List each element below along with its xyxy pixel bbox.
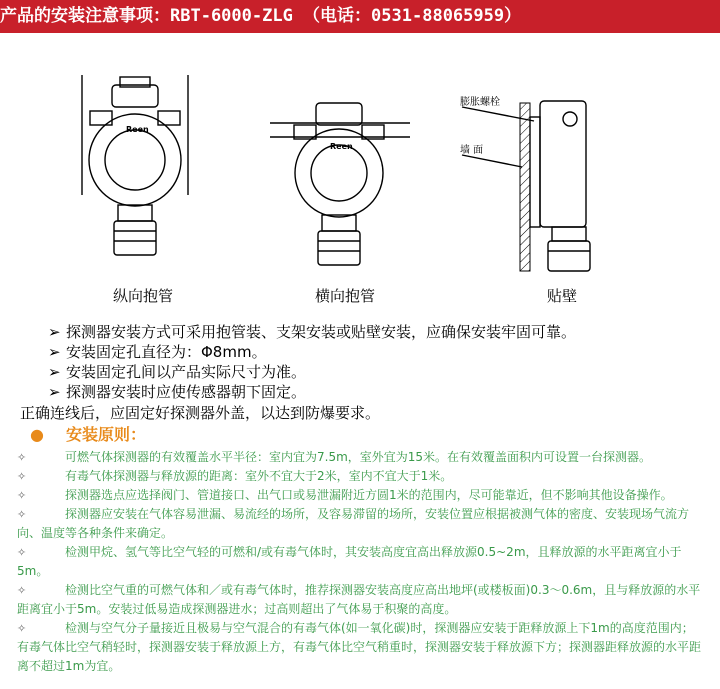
wall-surface-label: 墙 面 (460, 145, 484, 156)
device-brand-label: Reen (126, 125, 149, 134)
diamond-bullet-icon: ✧ (17, 489, 27, 502)
horizontal-pipe-mount-figure (270, 95, 410, 275)
bullet-item: ➢ 探测器安装时应使传感器朝下固定。 (48, 383, 307, 401)
bullet-item: ➢ 安装固定孔间以产品实际尺寸为准。 (48, 363, 307, 381)
arrow-bullet-icon: ➢ (48, 343, 61, 361)
principle-item: ✧ 有毒气体探测器与释放源的距离：室外不宜大于2米，室内不宜大于1米。 (17, 467, 705, 486)
principle-item: ✧ 检测甲烷、氢气等比空气轻的可燃和/或有毒气体时，其安装高度宜高出释放源0.5~2m，且释放源的水平距离宜小于5m。 (17, 545, 682, 578)
page-title: 产品的安装注意事项：RBT-6000-ZLG （电话：0531-88065959） (0, 6, 522, 26)
principle-item: ✧ 检测与空气分子量接近且极易与空气混合的有毒气体(如一氧化碳)时，探测器应安装于距释放源上下1m的高度范围内；有毒气体比空气稍轻时，探测器安装于释放源上方，有毒气体比空气稍重时，探测器安装于释放源下方；探测器距释放源的水平距离不超过1m为宜。 (17, 621, 702, 673)
page-title-bar (0, 0, 720, 33)
wiring-note: 正确连线后，应固定好探测器外盖，以达到防爆要求。 (20, 404, 381, 422)
vertical-pipe-caption: 纵向抱管 (113, 287, 174, 305)
principle-item: ✧ 探测器应安装在气体容易泄漏、易流经的场所，及容易滞留的场所，安装位置应根据被测气体的密度、安装现场气流方向、温度等各种条件来确定。 (17, 507, 690, 540)
bullet-dot-icon: ● (30, 425, 44, 444)
diamond-bullet-icon: ✧ (17, 546, 27, 559)
device-brand-label-2: Reen (330, 142, 353, 151)
principle-item: ✧ 探测器选点应选择阀门、管道接口、出气口或易泄漏附近方圆1米的范围内，尽可能靠近，但不影响其他设备操作。 (17, 486, 705, 505)
diamond-bullet-icon: ✧ (17, 451, 27, 464)
bullet-item: ➢ 安装固定孔直径为：Φ8mm。 (48, 343, 267, 361)
diamond-bullet-icon: ✧ (17, 584, 27, 597)
installation-bullets (48, 322, 576, 402)
section-heading: ● 安装原则： (30, 425, 146, 444)
arrow-bullet-icon: ➢ (48, 323, 61, 341)
principle-item: ✧ 检测比空气重的可燃气体和／或有毒气体时，推荐探测器安装高度应高出地坪(或楼板面)0.3～0.6m，且与释放源的水平距离宜小于5m。安装过低易造成探测器进水；过高则超出了气体易于积聚的高度。 (17, 583, 701, 616)
principle-item: ✧ 可燃气体探测器的有效覆盖水平半径：室内宜为7.5m，室外宜为15米。在有效覆盖面积内可设置一台探测器。 (17, 448, 705, 467)
diamond-bullet-icon: ✧ (17, 470, 27, 483)
bullet-item: ➢ 探测器安装方式可采用抱管装、支架安装或贴壁安装，应确保安装牢固可靠。 (48, 323, 577, 341)
wall-mount-caption: 贴壁 (547, 287, 578, 305)
diamond-bullet-icon: ✧ (17, 622, 27, 635)
vertical-pipe-mount-figure (70, 75, 200, 275)
bolt-label: 膨胀螺栓 (460, 97, 500, 108)
installation-principles (17, 448, 705, 676)
wall-mount-figure (458, 95, 608, 275)
arrow-bullet-icon: ➢ (48, 383, 61, 401)
arrow-bullet-icon: ➢ (48, 363, 61, 381)
diamond-bullet-icon: ✧ (17, 508, 27, 521)
horizontal-pipe-caption: 横向抱管 (315, 287, 376, 305)
